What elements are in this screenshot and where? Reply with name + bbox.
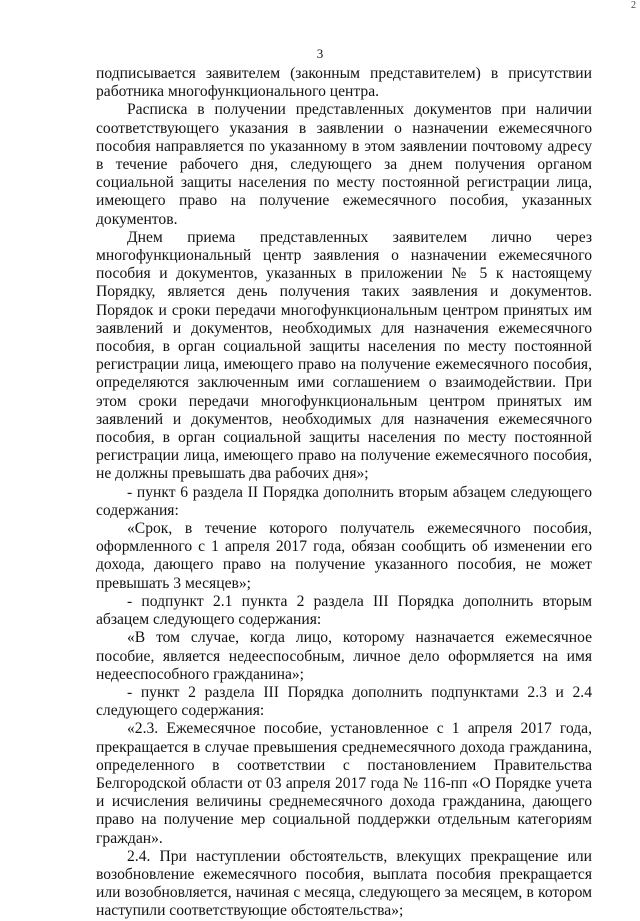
paragraph: подписывается заявителем (законным представителем) в присутствии работника многофункционального центра. bbox=[96, 65, 592, 101]
paragraph: 2.4. При наступлении обстоятельств, влекущих прекращение или возобновление ежемесячного пособия, выплата пособия прекращается или возобновляется, начиная с месяца, следующего за месяцем, в котором наступили соответствующие обстоятельства»; bbox=[96, 847, 592, 920]
document-body bbox=[96, 65, 592, 921]
paragraph: «В том случае, когда лицо, которому назначается ежемесячное пособие, является недееспособным, личное дело оформляется на имя недееспособного гражданина»; bbox=[96, 629, 592, 683]
paragraph: Расписка в получении представленных документов при наличии соответствующего указания в заявлении о назначении ежемесячного пособия направляется по указанному в этом заявлении почтовому адресу в течение рабочего дня, следующего за днем получения органом социальной защиты населения по месту постоянной регистрации лица, имеющего право на получение ежемесячного пособия, указанных документов. bbox=[96, 101, 592, 228]
page-number: 3 bbox=[316, 46, 324, 61]
corner-mark: 2 bbox=[631, 0, 636, 11]
paragraph: - пункт 2 раздела III Порядка дополнить подпунктами 2.3 и 2.4 следующего содержания: bbox=[96, 683, 592, 720]
paragraph: «2.3. Ежемесячное пособие, установленное с 1 апреля 2017 года, прекращается в случае превышения среднемесячного дохода гражданина, определенного в соответствии с постановлением Правительства Белгородской области от 03 апреля 2017 года № 116-пп «О Порядке учета и исчисления величины среднемесячного дохода гражданина, дающего право на получение мер социальной поддержки отдельным категориям граждан». bbox=[96, 720, 592, 847]
paragraph: - пункт 6 раздела II Порядка дополнить вторым абзацем следующего содержания: bbox=[96, 483, 592, 519]
paragraph: Днем приема представленных заявителем лично через многофункциональный центр заявления о назначении ежемесячного пособия и документов, указанных в приложении № 5 к настоящему Порядку, является день получения таких заявления и документов. Порядок и сроки передачи многофункциональным центром принятых им заявлений и документов, необходимых для назначения ежемесячного пособия, в орган социальной защиты населения по месту постоянной регистрации лица, имеющего право на получение ежемесячного пособия, определяются заключенным ими соглашением о взаимодействии. При этом сроки передачи многофункциональным центром принятых им заявлений и документов, необходимых для назначения ежемесячного пособия, в орган социальной защиты населения по месту постоянной регистрации лица, имеющего право на получение ежемесячного пособия, не должны превышать два рабочих дня»; bbox=[96, 228, 592, 483]
paragraph: - подпункт 2.1 пункта 2 раздела III Порядка дополнить вторым абзацем следующего содержания: bbox=[96, 592, 592, 629]
paragraph: «Срок, в течение которого получатель ежемесячного пособия, оформленного с 1 апреля 2017 года, обязан сообщить об изменении его дохода, дающего право на получение указанного пособия, не может превышать 3 месяцев»; bbox=[96, 520, 592, 592]
